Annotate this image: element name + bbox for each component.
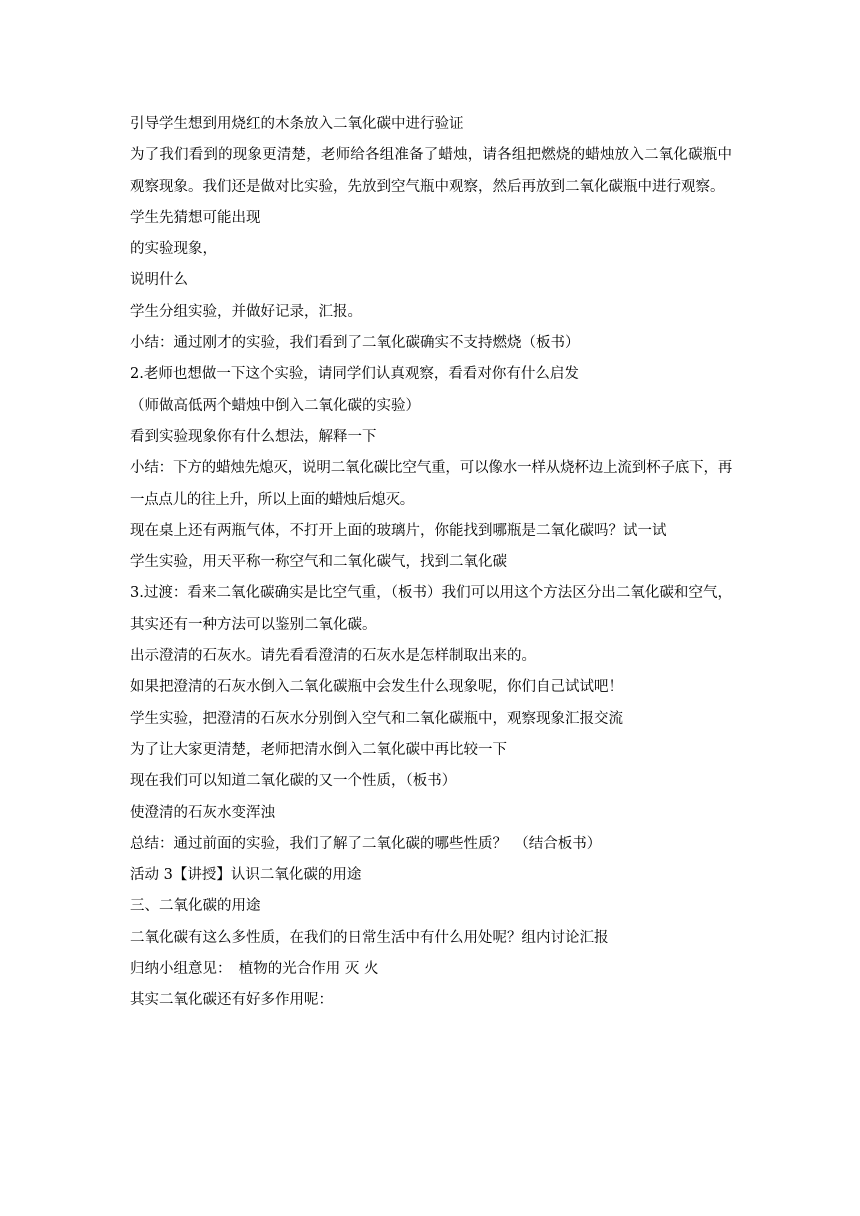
paragraph-limewater-turbid: 使澄清的石灰水变浑浊: [130, 804, 275, 821]
paragraph-verify-with-glowing-stick: 引导学生想到用烧红的木条放入二氧化碳中进行验证: [130, 116, 464, 132]
paragraph-explain-what: 说明什么: [130, 272, 188, 289]
document-body: [130, 109, 732, 1017]
paragraph-experiment-phenomenon: 的实验现象，: [130, 241, 217, 258]
paragraph-balance-weighing: 学生实验，用天平称一称空气和二氧化碳气，找到二氧化碳: [130, 554, 507, 571]
paragraph-explain-phenomenon: 看到实验现象你有什么想法，解释一下: [130, 428, 377, 445]
paragraph-limewater-intro: 出示澄清的石灰水。请先看看澄清的石灰水是怎样制取出来的。: [130, 648, 536, 665]
section-heading-uses: 三、二氧化碳的用途: [130, 898, 261, 915]
paragraph-group-opinions: 归纳小组意见： 植物的光合作用 灭 火: [130, 961, 379, 978]
paragraph-group-experiment: 学生分组实验，并做好记录，汇报。: [130, 303, 362, 320]
paragraph-two-candles: （师做高低两个蜡烛中倒入二氧化碳的实验）: [130, 397, 420, 414]
paragraph-summary-heavier-than-air: 小结：下方的蜡烛先熄灭，说明二氧化碳比空气重，可以像水一样从烧杯边上流到杯子底下，再一点点儿的往上升，所以上面的蜡烛后熄灭。: [130, 460, 732, 508]
paragraph-uses-discussion: 二氧化碳有这么多性质，在我们的日常生活中有什么用处呢？组内讨论汇报: [130, 929, 609, 946]
paragraph-teacher-demo: 2.老师也想做一下这个实验，请同学们认真观察，看看对你有什么启发: [130, 366, 579, 383]
paragraph-more-uses: 其实二氧化碳还有好多作用呢：: [130, 992, 333, 1009]
paragraph-candle-experiment-setup: 为了我们看到的现象更清楚，老师给各组准备了蜡烛，请各组把燃烧的蜡烛放入二氧化碳瓶中观察现象。我们还是做对比实验，先放到空气瓶中观察，然后再放到二氧化碳瓶中进行观察。: [130, 147, 732, 195]
paragraph-summary-no-combustion: 小结：通过刚才的实验，我们看到了二氧化碳确实不支持燃烧（板书）: [130, 335, 580, 352]
paragraph-activity-3-heading: 活动 3【讲授】认识二氧化碳的用途: [130, 867, 362, 884]
paragraph-transition: 3.过渡：看来二氧化碳确实是比空气重，（板书）我们可以用这个方法区分出二氧化碳和空气，其实还有一种方法可以鉴别二氧化碳。: [130, 585, 732, 633]
paragraph-limewater-question: 如果把澄清的石灰水倒入二氧化碳瓶中会发生什么现象呢，你们自己试试吧！: [130, 679, 623, 696]
paragraph-limewater-experiment: 学生实验，把澄清的石灰水分别倒入空气和二氧化碳瓶中，观察现象汇报交流: [130, 710, 623, 727]
paragraph-two-bottles: 现在桌上还有两瓶气体，不打开上面的玻璃片，你能找到哪瓶是二氧化碳吗？试一试: [130, 522, 667, 539]
paragraph-water-comparison: 为了让大家更清楚，老师把清水倒入二氧化碳中再比较一下: [130, 741, 507, 758]
paragraph-student-guess: 学生先猜想可能出现: [130, 209, 261, 226]
paragraph-conclusion: 总结：通过前面的实验，我们了解了二氧化碳的哪些性质？ （结合板书）: [130, 835, 602, 852]
paragraph-another-property: 现在我们可以知道二氧化碳的又一个性质，（板书）: [130, 773, 457, 790]
